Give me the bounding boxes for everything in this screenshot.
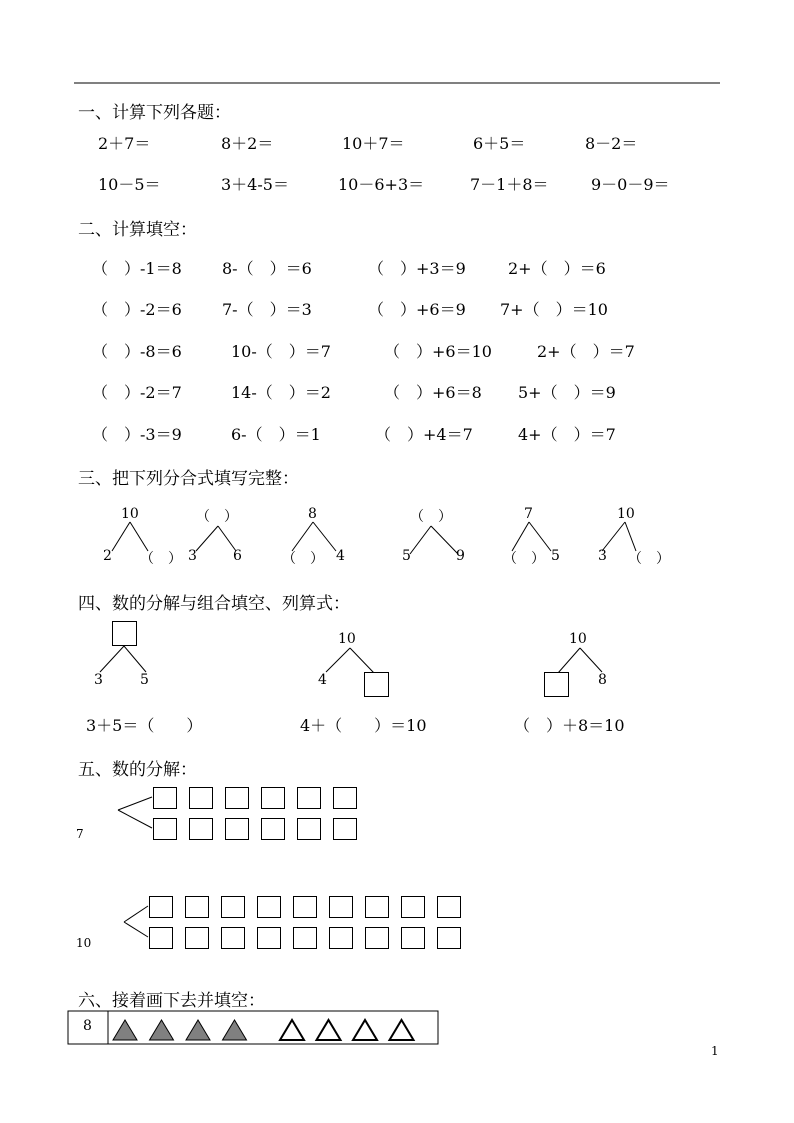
s4-eq: （ ）＋8＝10 <box>514 716 625 735</box>
s2-eq: 7+（ ）＝10 <box>500 300 608 319</box>
s2-eq: （ ）-2＝7 <box>92 383 182 402</box>
s1-eq: 6＋5＝ <box>473 134 526 153</box>
answer-box[interactable] <box>261 818 285 840</box>
branch-lines-s5 <box>118 797 152 937</box>
answer-box[interactable] <box>401 927 425 949</box>
answer-box[interactable] <box>189 818 213 840</box>
s2-eq: 7-（ ）＝3 <box>222 300 312 319</box>
tree-right: 6 <box>233 548 242 564</box>
s2-eq: （ ）-1＝8 <box>92 259 182 278</box>
answer-box[interactable] <box>225 818 249 840</box>
tree-top: 10 <box>121 506 139 522</box>
answer-box[interactable] <box>189 787 213 809</box>
tree-left: 4 <box>318 672 327 688</box>
answer-box[interactable] <box>364 672 389 697</box>
tree-right: 4 <box>336 548 345 564</box>
filled-triangle <box>150 1020 174 1040</box>
s2-eq: （ ）+6＝8 <box>384 383 482 402</box>
s1-eq: 3＋4-5＝ <box>221 175 289 194</box>
answer-box[interactable] <box>329 896 353 918</box>
section-6-title: 六、接着画下去并填空： <box>78 991 265 1011</box>
answer-box[interactable] <box>297 787 321 809</box>
tree-top: 7 <box>524 506 533 522</box>
answer-box[interactable] <box>221 896 245 918</box>
tree-right: （ ） <box>628 551 670 567</box>
tree-top: 10 <box>569 631 587 647</box>
answer-box[interactable] <box>401 896 425 918</box>
s2-eq: 6-（ ）＝1 <box>231 425 321 444</box>
filled-triangle <box>113 1020 137 1040</box>
answer-box[interactable] <box>437 927 461 949</box>
s2-eq: 2+（ ）＝6 <box>508 259 606 278</box>
tree-left: （ ） <box>282 551 324 567</box>
s2-eq: 8-（ ）＝6 <box>222 259 312 278</box>
filled-triangle <box>186 1020 210 1040</box>
filled-triangle <box>223 1020 247 1040</box>
tree-right: 5 <box>140 672 149 688</box>
answer-box[interactable] <box>261 787 285 809</box>
outline-triangle <box>317 1020 341 1040</box>
answer-box[interactable] <box>333 787 357 809</box>
tree-top: 10 <box>617 506 635 522</box>
tree-top: （ ） <box>410 509 452 525</box>
s2-eq: （ ）-2＝6 <box>92 300 182 319</box>
s1-eq: 10－5＝ <box>98 175 161 194</box>
page-number: 1 <box>711 1044 719 1058</box>
tree-right: 5 <box>551 548 560 564</box>
answer-box[interactable] <box>329 927 353 949</box>
answer-box[interactable] <box>365 896 389 918</box>
s2-eq: （ ）-3＝9 <box>92 425 182 444</box>
answer-box[interactable] <box>225 787 249 809</box>
tree-right: 8 <box>598 672 607 688</box>
tree-left: 5 <box>402 548 411 564</box>
s2-eq: 14-（ ）＝2 <box>231 383 331 402</box>
answer-box[interactable] <box>293 896 317 918</box>
answer-box[interactable] <box>153 818 177 840</box>
s1-eq: 7－1＋8＝ <box>470 175 549 194</box>
decompose-number: 10 <box>76 936 92 950</box>
s2-eq: （ ）+6＝9 <box>368 300 466 319</box>
s2-eq: （ ）+4＝7 <box>375 425 473 444</box>
section-2-title: 二、计算填空： <box>78 220 197 240</box>
section-1-title: 一、计算下列各题： <box>78 103 231 123</box>
s2-eq: （ ）+3＝9 <box>368 259 466 278</box>
answer-box[interactable] <box>185 927 209 949</box>
section-4-title: 四、数的分解与组合填空、列算式： <box>78 594 350 614</box>
answer-box[interactable] <box>437 896 461 918</box>
s2-eq: （ ）+6＝10 <box>384 342 492 361</box>
tree-left: 3 <box>598 548 607 564</box>
answer-box[interactable] <box>153 787 177 809</box>
s2-eq: 10-（ ）＝7 <box>231 342 331 361</box>
tree-left: （ ） <box>503 551 545 567</box>
table-number: 8 <box>83 1018 92 1034</box>
answer-box[interactable] <box>185 896 209 918</box>
tree-lines-s4 <box>100 646 602 673</box>
s4-eq: 3＋5＝（ ） <box>86 716 203 735</box>
s1-eq: 8－2＝ <box>585 134 638 153</box>
s1-eq: 2＋7＝ <box>98 134 151 153</box>
answer-box[interactable] <box>365 927 389 949</box>
s1-eq: 9－0－9＝ <box>591 175 670 194</box>
tree-right: （ ） <box>140 551 182 567</box>
tree-left: 3 <box>94 672 103 688</box>
decompose-number: 7 <box>76 827 84 841</box>
answer-box[interactable] <box>333 818 357 840</box>
s1-eq: 10＋7＝ <box>342 134 405 153</box>
s2-eq: 5+（ ）＝9 <box>518 383 616 402</box>
outline-triangle <box>280 1020 304 1040</box>
answer-box[interactable] <box>257 927 281 949</box>
answer-box[interactable] <box>112 621 137 646</box>
section-3-title: 三、把下列分合式填写完整： <box>78 469 299 489</box>
answer-box[interactable] <box>293 927 317 949</box>
tree-top: （ ） <box>196 509 238 525</box>
s2-eq: 4+（ ）＝7 <box>518 425 616 444</box>
answer-box[interactable] <box>221 927 245 949</box>
outline-triangle <box>353 1020 377 1040</box>
tree-left: 3 <box>188 548 197 564</box>
tree-right: 9 <box>456 548 465 564</box>
s1-eq: 10－6+3＝ <box>338 175 425 194</box>
triangle-row <box>113 1020 414 1040</box>
answer-box[interactable] <box>257 896 281 918</box>
tree-top: 8 <box>308 506 317 522</box>
s2-eq: 2+（ ）＝7 <box>537 342 635 361</box>
s1-eq: 8＋2＝ <box>221 134 274 153</box>
answer-box[interactable] <box>149 896 173 918</box>
answer-box[interactable] <box>297 818 321 840</box>
tree-left: 2 <box>103 548 112 564</box>
answer-box[interactable] <box>149 927 173 949</box>
answer-box[interactable] <box>544 672 569 697</box>
tree-top: 10 <box>338 631 356 647</box>
s2-eq: （ ）-8＝6 <box>92 342 182 361</box>
s4-eq: 4＋（ ）＝10 <box>300 716 427 735</box>
section-5-title: 五、数的分解： <box>78 760 197 780</box>
outline-triangle <box>390 1020 414 1040</box>
